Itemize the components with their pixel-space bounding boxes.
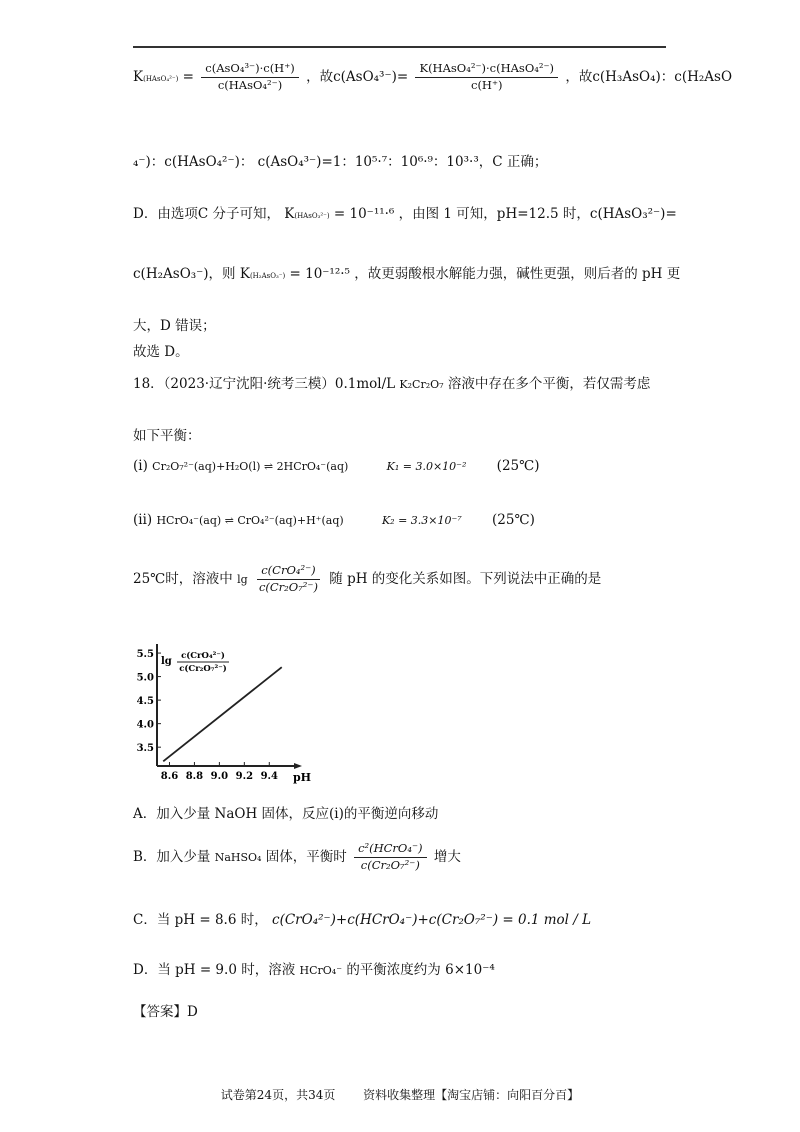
- temperature: (25℃): [492, 512, 535, 528]
- option-c: [133, 912, 591, 928]
- k-symbol: K: [133, 68, 144, 85]
- equation: HCrO₄⁻(aq) ⇌ CrO₄²⁻(aq)+H⁺(aq): [156, 514, 344, 527]
- text-segment: 随 pH 的变化关系如图。下列说法中正确的是: [329, 570, 602, 587]
- paragraph-ratio: [133, 154, 547, 170]
- equals-sign: =: [182, 68, 194, 85]
- option-b: [133, 842, 461, 873]
- answer-text: 【答案】D: [133, 1004, 198, 1020]
- y-tick-label: 4.0: [136, 719, 154, 731]
- text-segment: 溶液中存在多个平衡，若仅需考虑: [447, 376, 651, 392]
- y-tick-label: 3.5: [136, 743, 154, 755]
- paragraph-conclusion: [133, 318, 216, 334]
- stem-fraction-denominator: c(Cr₂O₇²⁻): [258, 579, 318, 594]
- stem-fraction-numerator: c(CrO₄²⁻): [257, 564, 319, 580]
- equation-label: (ⅰ): [133, 458, 148, 474]
- text-segment: B．加入少量: [133, 848, 211, 865]
- option-b-denominator: c(Cr₂O₇²⁻): [360, 857, 420, 872]
- concentration-value: 6×10⁻⁴: [445, 962, 495, 978]
- text-segment: 25℃时，溶液中: [133, 570, 233, 587]
- text-segment: C．当: [133, 912, 171, 928]
- condition: pH = 8.6: [174, 912, 237, 928]
- source-note: 资料收集整理【淘宝店铺：向阳百分百】: [363, 1088, 580, 1102]
- text-segment: c(H₂AsO₃⁻)，则: [133, 266, 236, 282]
- k-value: = 10⁻¹²·⁵: [289, 266, 350, 282]
- y-axis-label-lg: lg: [161, 656, 172, 667]
- answer: [133, 1004, 198, 1020]
- k-subscript: (H₂AsO₃⁻): [249, 272, 286, 280]
- k-symbol: K: [239, 266, 250, 282]
- fraction-2: [415, 62, 558, 93]
- option-a: [133, 806, 438, 822]
- conclusion-text: 大，D 错误；: [133, 318, 216, 334]
- question-number-and-source: 18．（2023·辽宁沈阳·统考三模）0.1mol/L: [133, 376, 396, 392]
- condition: pH = 9.0: [175, 962, 237, 978]
- fraction-1-denominator: c(HAsO₄²⁻): [217, 77, 283, 92]
- text-segment: 如下平衡：: [133, 428, 201, 444]
- paragraph-comparison: [133, 266, 680, 282]
- fraction-2-denominator: c(H⁺): [471, 77, 503, 92]
- option-b-fraction: [354, 842, 426, 873]
- k-subscript: (HAsO₃²⁻): [294, 212, 330, 220]
- y-tick-label: 5.5: [136, 649, 154, 661]
- choice-text: 故选 D。: [133, 344, 189, 360]
- paragraph-option-d-analysis: [133, 206, 677, 222]
- top-rule: [133, 46, 666, 48]
- text-segment: 时，溶液: [241, 962, 296, 978]
- equilibrium-2: [133, 512, 535, 528]
- y-axis-label-denominator: c(Cr₂O₇²⁻): [179, 664, 227, 674]
- equation-label: (ⅱ): [133, 512, 153, 528]
- y-axis-label-numerator: c(CrO₄²⁻): [181, 651, 225, 661]
- ratio-text: ₄⁻)：c(HAsO₄²⁻)： c(AsO₄³⁻)=1：10⁵·⁷：10⁶·⁹：10³·³，C 正确；: [133, 154, 548, 170]
- question-18-stem: [133, 564, 601, 595]
- text-segment: ，由图 1 可知，pH=12.5 时，c(HAsO₃²⁻)=: [398, 206, 677, 222]
- reagent: NaHSO₄: [214, 850, 262, 864]
- option-a-text: A．加入少量 NaOH 固体，反应(ⅰ)的平衡逆向移动: [133, 806, 439, 822]
- equation: Cr₂O₇²⁻(aq)+H₂O(l) ⇌ 2HCrO₄⁻(aq): [152, 460, 349, 473]
- option-b-numerator: c²(HCrO₄⁻): [354, 842, 426, 858]
- text-segment: D．当: [133, 962, 171, 978]
- equilibrium-constant: K₂ = 3.3×10⁻⁷: [381, 514, 462, 527]
- x-axis-arrow: [294, 763, 302, 769]
- paragraph-choice: [133, 344, 189, 360]
- fraction-2-numerator: K(HAsO₄²⁻)·c(HAsO₄²⁻): [415, 62, 558, 78]
- k-subscript: (HAsO₄²⁻): [143, 74, 179, 83]
- x-axis-label: pH: [292, 771, 312, 784]
- k-symbol: K: [284, 206, 295, 222]
- text-segment: D．由选项C 分子可知，: [133, 206, 280, 222]
- x-tick-label: 8.6: [160, 771, 179, 782]
- question-18-header: [133, 376, 650, 392]
- k-value: = 10⁻¹¹·⁶: [333, 206, 395, 222]
- equilibrium-1: [133, 458, 540, 474]
- page-footer: [0, 1086, 800, 1103]
- text-segment: ，故更弱酸根水解能力强，碱性更强，则后者的 pH 更: [354, 266, 681, 282]
- x-tick-label: 9.2: [235, 771, 254, 782]
- text-segment: ，故c(H₃AsO₄)：c(H₂AsO: [565, 68, 733, 85]
- text-segment: 固体，平衡时: [265, 848, 347, 865]
- text-segment: 的平衡浓度约为: [346, 962, 441, 978]
- question-18-line2: [133, 428, 201, 444]
- y-tick-label: 4.5: [136, 696, 154, 708]
- stem-fraction: [255, 564, 322, 595]
- temperature: (25℃): [496, 458, 540, 474]
- x-tick-label: 8.8: [185, 771, 204, 782]
- fraction-1: [201, 62, 299, 93]
- text-segment: ，故c(AsO₄³⁻)=: [306, 68, 409, 85]
- ph-line-chart: [133, 638, 313, 788]
- text-segment: 增大: [433, 848, 461, 865]
- text-segment: 时，: [240, 912, 268, 928]
- option-d: [133, 962, 495, 978]
- fraction-1-numerator: c(AsO₄³⁻)·c(H⁺): [201, 62, 299, 78]
- paragraph-k-expression: [133, 62, 732, 93]
- data-series-line: [163, 667, 282, 761]
- x-tick-label: 9.0: [210, 771, 229, 782]
- page-number: 试卷第24页，共34页: [220, 1088, 336, 1102]
- chemical-formula: K₂Cr₂O₇: [399, 378, 444, 391]
- mass-balance-expression: c(CrO₄²⁻)+c(HCrO₄⁻)+c(Cr₂O₇²⁻) = 0.1 mol / L: [272, 912, 592, 928]
- x-tick-label: 9.4: [260, 771, 278, 782]
- log-symbol: lg: [237, 572, 248, 586]
- y-tick-label: 5.0: [136, 672, 154, 684]
- species: HCrO₄⁻: [299, 964, 343, 977]
- equilibrium-constant: K₁ = 3.0×10⁻²: [386, 460, 467, 473]
